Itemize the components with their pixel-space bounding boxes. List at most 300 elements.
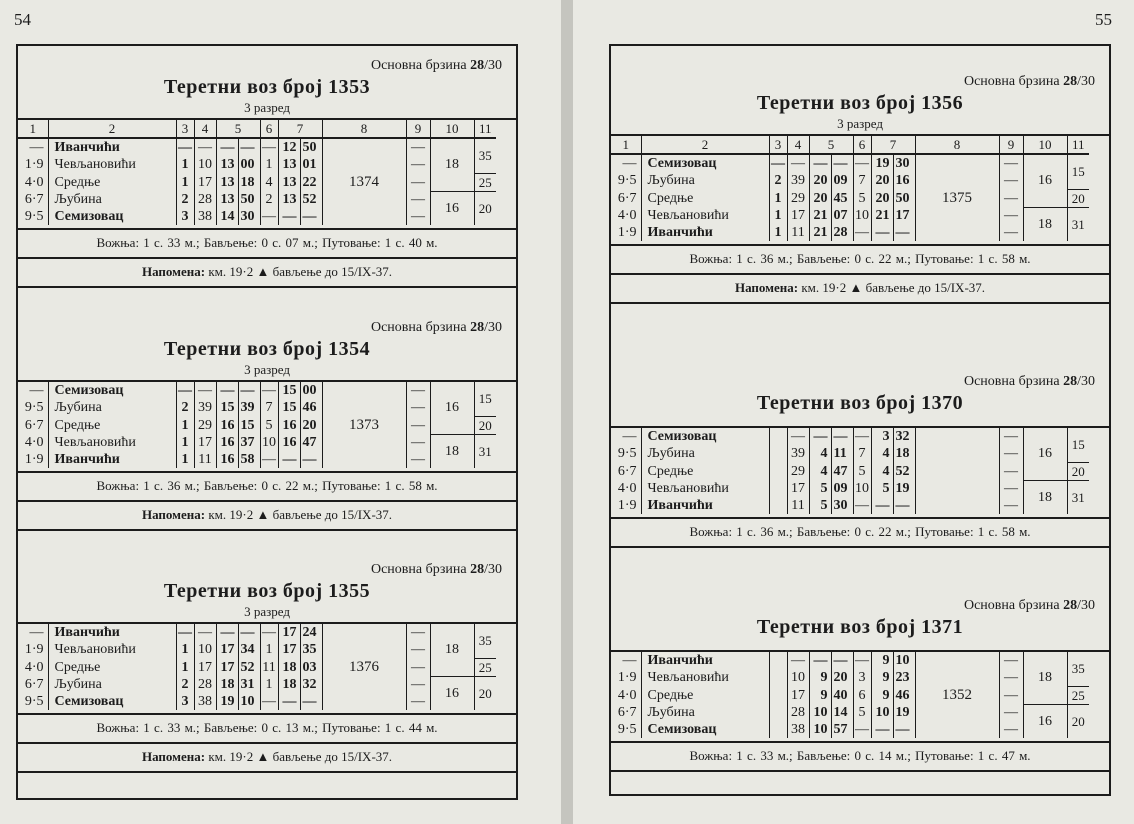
cell-km: 1·9 (617, 225, 637, 240)
cell-col11: 31 (474, 434, 496, 468)
cell-c5b: 18 (238, 173, 260, 191)
cell-c5b: 45 (831, 189, 853, 207)
cell-km: 6·7 (24, 677, 44, 692)
train-title: Теретни воз број 1356 (756, 92, 964, 114)
train-title: Теретни воз број 1354 (163, 338, 371, 360)
cell-c7a: 20 (871, 172, 893, 189)
cell-km: — (622, 653, 637, 668)
cell-col11: 20 (474, 416, 496, 434)
cell-station: Љубина (48, 399, 176, 416)
cell-station: Љубина (641, 172, 769, 189)
cell-c5a: 5 (809, 480, 831, 497)
cell-c7a: 13 (278, 156, 300, 173)
cell-c6: — (855, 722, 869, 737)
cell-c5b: 00 (238, 156, 260, 173)
cell-c7a: 17 (278, 624, 300, 641)
cell-c5a: 21 (809, 224, 831, 241)
cell-c9: — (406, 382, 430, 399)
cell-c3 (769, 445, 787, 462)
cell-c5a: 13 (216, 156, 238, 173)
cell-c7a: 19 (871, 154, 893, 172)
cell-col11: 15 (1067, 428, 1089, 462)
cell-c4: 10 (194, 641, 216, 658)
cell-c7a: 9 (871, 669, 893, 686)
cell-col11: 15 (1067, 154, 1089, 189)
cell-c7b: 46 (893, 686, 915, 704)
cell-c5a: 4 (809, 445, 831, 462)
cell-c5b: 57 (831, 721, 853, 738)
column-header: 3 (769, 136, 787, 154)
table-row (18, 173, 496, 191)
rule (611, 546, 1109, 548)
table-row (611, 721, 1089, 738)
cell-c7b: 35 (300, 641, 322, 658)
table-row (611, 669, 1089, 686)
timetable (18, 624, 496, 710)
cell-station: Иванчићи (48, 138, 176, 156)
cell-c7a: 12 (278, 138, 300, 156)
train-note (18, 507, 516, 523)
base-speed (371, 58, 502, 74)
cell-col10: 18 (430, 624, 474, 676)
cell-c3: 1 (176, 451, 194, 468)
rule (18, 771, 516, 773)
table-row (611, 497, 1089, 514)
cell-c7b: 03 (300, 658, 322, 676)
cell-c5b: 40 (831, 686, 853, 704)
travel-summary: Вожња: 1 с. 36 м.; Бављење: 0 с. 22 м.; Путовање: 1 с. 58 м. (689, 524, 1031, 539)
cell-c5a: 9 (809, 686, 831, 704)
cell-c4: — (787, 428, 809, 445)
cell-c5a: 16 (216, 451, 238, 468)
timetable (611, 652, 1089, 738)
table-row (611, 172, 1089, 189)
cell-km: 4·0 (617, 481, 637, 496)
cell-col11: 20 (1067, 189, 1089, 207)
cell-c9: — (406, 173, 430, 191)
cell-c9: — (999, 189, 1023, 207)
cell-c5a: 10 (809, 704, 831, 721)
table-row (18, 658, 496, 676)
cell-col8: 1352 (915, 652, 999, 738)
cell-c5a: 16 (216, 434, 238, 451)
cell-c6: 5 (853, 189, 871, 207)
table-row (18, 191, 496, 208)
cell-col11: 31 (1067, 207, 1089, 241)
cell-c4: 28 (194, 191, 216, 208)
train-note (611, 280, 1109, 296)
cell-station: Иванчићи (641, 497, 769, 514)
cell-c5a: — (216, 382, 238, 399)
cell-station: Иванчићи (48, 451, 176, 468)
rule (18, 228, 516, 230)
cell-c5a: 18 (216, 676, 238, 693)
speed-suffix: /30 (1077, 598, 1095, 613)
cell-station: Семизовац (641, 428, 769, 445)
cell-c4: 39 (194, 399, 216, 416)
column-header: 4 (194, 120, 216, 138)
cell-c4: — (194, 138, 216, 156)
cell-km: — (29, 383, 44, 398)
column-header: 5 (216, 120, 260, 138)
cell-station: Љубина (48, 191, 176, 208)
cell-c5b: 52 (238, 658, 260, 676)
table-row (611, 686, 1089, 704)
cell-c3: 1 (176, 434, 194, 451)
cell-c9: — (999, 172, 1023, 189)
cell-c5a: 16 (216, 416, 238, 434)
cell-col10: 16 (430, 191, 474, 225)
cell-c7a: — (278, 693, 300, 710)
speed-label: Основна брзина (963, 598, 1060, 613)
cell-c7a: 16 (278, 434, 300, 451)
cell-km: — (622, 156, 637, 171)
column-header: 9 (999, 136, 1023, 154)
cell-km: 4·0 (617, 208, 637, 223)
cell-c4: 38 (787, 721, 809, 738)
cell-c9: — (406, 156, 430, 173)
column-header: 8 (322, 120, 406, 138)
speed-label: Основна брзина (370, 320, 467, 335)
table-row (18, 156, 496, 173)
cell-station: Семизовац (641, 721, 769, 738)
cell-c3 (769, 704, 787, 721)
speed-value: 28 (1063, 598, 1078, 613)
cell-c7a: 20 (871, 189, 893, 207)
table-row (18, 693, 496, 710)
cell-c7b: 46 (300, 399, 322, 416)
cell-c4: 11 (787, 497, 809, 514)
cell-c6: — (855, 225, 869, 240)
cell-c6: — (855, 429, 869, 444)
cell-c4: 17 (194, 173, 216, 191)
cell-c4: 10 (787, 669, 809, 686)
cell-c6: 11 (260, 658, 278, 676)
cell-c7b: 24 (300, 624, 322, 641)
cell-c9: — (406, 641, 430, 658)
cell-c6: 1 (260, 676, 278, 693)
cell-km: 9·5 (24, 400, 44, 415)
cell-station: Иванчићи (48, 624, 176, 641)
cell-c5a: 15 (216, 399, 238, 416)
cell-c5a: 21 (809, 207, 831, 224)
cell-c7b: 00 (300, 382, 322, 399)
cell-c6: — (262, 625, 276, 640)
page-number-right: 55 (1095, 10, 1112, 29)
cell-c4: 39 (787, 172, 809, 189)
cell-c7a: 10 (871, 704, 893, 721)
cell-c7a: 13 (278, 191, 300, 208)
cell-km: — (29, 625, 44, 640)
cell-c7b: 23 (893, 669, 915, 686)
cell-c7a: 15 (278, 399, 300, 416)
cell-station: Семизовац (48, 208, 176, 225)
cell-col8: 1376 (322, 624, 406, 710)
cell-station: Чевљановићи (641, 669, 769, 686)
cell-c4: 11 (194, 451, 216, 468)
cell-c5a: 9 (809, 669, 831, 686)
cell-c3: — (178, 140, 192, 155)
cell-c7b: — (300, 451, 322, 468)
cell-c9: — (999, 207, 1023, 224)
travel-summary: Вожња: 1 с. 36 м.; Бављење: 0 с. 22 м.; Путовање: 1 с. 58 м. (96, 478, 438, 493)
table-row (18, 416, 496, 434)
column-header: 7 (871, 136, 915, 154)
left-page (0, 0, 561, 824)
cell-c3: 3 (176, 208, 194, 225)
cell-c7b: 10 (893, 652, 915, 669)
cell-c7b: 50 (893, 189, 915, 207)
travel-summary: Вожња: 1 с. 36 м.; Бављење: 0 с. 22 м.; Путовање: 1 с. 58 м. (689, 251, 1031, 266)
cell-c5a: — (216, 138, 238, 156)
speed-value: 28 (470, 58, 485, 73)
speed-value: 28 (1063, 374, 1078, 389)
cell-c5b: 09 (831, 172, 853, 189)
cell-c3 (769, 480, 787, 497)
cell-c4: 17 (194, 434, 216, 451)
cell-c5b: 09 (831, 480, 853, 497)
cell-col11: 25 (474, 658, 496, 676)
table-row (18, 676, 496, 693)
cell-c3 (769, 721, 787, 738)
cell-col8 (915, 428, 999, 514)
table-row (611, 154, 1089, 172)
cell-km: 9·5 (617, 446, 637, 461)
base-speed (964, 598, 1095, 614)
cell-station: Семизовац (48, 382, 176, 399)
cell-km: 6·7 (617, 190, 637, 206)
cell-station: Семизовац (641, 154, 769, 172)
cell-c4: 28 (194, 676, 216, 693)
cell-col10: 18 (1023, 480, 1067, 514)
cell-c5b: 15 (238, 416, 260, 434)
cell-c6: 5 (853, 704, 871, 721)
cell-col8: 1374 (322, 138, 406, 225)
cell-c4: 29 (787, 189, 809, 207)
cell-km: 6·7 (617, 705, 637, 720)
train-title: Теретни воз број 1353 (163, 76, 371, 98)
rule (18, 286, 516, 288)
speed-suffix: /30 (1077, 374, 1095, 389)
cell-c4: 17 (787, 686, 809, 704)
note-label: Напомена: (141, 264, 206, 279)
table-row (611, 445, 1089, 462)
cell-col11: 35 (1067, 652, 1089, 686)
cell-c7a: — (871, 721, 893, 738)
book-gutter (561, 0, 573, 824)
cell-c7b: 32 (893, 428, 915, 445)
cell-col10: 16 (430, 382, 474, 434)
speed-suffix: /30 (484, 562, 502, 577)
cell-km: 1·9 (24, 157, 44, 172)
cell-c5a: — (809, 428, 831, 445)
header-row (18, 120, 496, 138)
cell-c5b: 31 (238, 676, 260, 693)
train-note (18, 264, 516, 280)
cell-c3: 1 (176, 641, 194, 658)
cell-col11: 20 (1067, 462, 1089, 480)
cell-col11: 25 (1067, 686, 1089, 704)
cell-c7b: — (300, 208, 322, 225)
rule (18, 713, 516, 715)
cell-station: Средње (48, 416, 176, 434)
cell-c9: — (999, 497, 1023, 514)
column-header: 2 (48, 120, 176, 138)
train-class: 3 разред (837, 116, 883, 131)
table-row (18, 434, 496, 451)
timetable-frame-left (16, 44, 518, 800)
rule (18, 500, 516, 502)
cell-c5a: 20 (809, 172, 831, 189)
cell-km: 1·9 (617, 498, 637, 513)
cell-c6: 7 (260, 399, 278, 416)
cell-c6: — (855, 498, 869, 513)
table-row (611, 652, 1089, 669)
cell-c9: — (406, 451, 430, 468)
cell-c4: 28 (787, 704, 809, 721)
cell-c3 (769, 428, 787, 445)
cell-col11: 35 (474, 624, 496, 658)
cell-c6: 7 (853, 172, 871, 189)
column-header: 4 (787, 136, 809, 154)
table-row (611, 480, 1089, 497)
rule (611, 302, 1109, 304)
cell-km: 9·5 (617, 722, 637, 737)
cell-km: 1·9 (24, 642, 44, 657)
cell-c5b: — (238, 624, 260, 641)
cell-c5b: 11 (831, 445, 853, 462)
cell-c4: 17 (194, 658, 216, 676)
cell-c4: 38 (194, 693, 216, 710)
column-header: 1 (18, 120, 48, 138)
cell-c5b: — (831, 428, 853, 445)
rule (611, 741, 1109, 743)
cell-c7a: 13 (278, 173, 300, 191)
cell-c7b: — (893, 224, 915, 241)
travel-summary: Вожња: 1 с. 33 м.; Бављење: 0 с. 14 м.; Путовање: 1 с. 47 м. (689, 748, 1031, 763)
cell-c7a: — (278, 208, 300, 225)
cell-station: Иванчићи (641, 652, 769, 669)
cell-c3: 2 (176, 399, 194, 416)
cell-c9: — (406, 676, 430, 693)
cell-c7a: 3 (871, 428, 893, 445)
timetable (18, 382, 496, 468)
column-header: 5 (809, 136, 853, 154)
cell-station: Средње (641, 189, 769, 207)
note-text: км. 19·2 ▲ бављење до 15/IX-37. (208, 264, 393, 279)
cell-c6: — (262, 140, 276, 155)
cell-c5a: 14 (216, 208, 238, 225)
train-class: 3 разред (244, 100, 290, 115)
timetable (611, 428, 1089, 514)
cell-km: 4·0 (617, 687, 637, 703)
cell-c9: — (999, 669, 1023, 686)
speed-suffix: /30 (484, 58, 502, 73)
speed-value: 28 (1063, 74, 1078, 89)
cell-c4: 10 (194, 156, 216, 173)
cell-col8: 1375 (915, 154, 999, 241)
cell-c9: — (999, 721, 1023, 738)
cell-station: Чевљановићи (48, 641, 176, 658)
cell-col10: 16 (1023, 428, 1067, 480)
table-row (611, 189, 1089, 207)
cell-c3 (769, 652, 787, 669)
cell-c6: 5 (260, 416, 278, 434)
table-row (611, 704, 1089, 721)
cell-c7b: 47 (300, 434, 322, 451)
cell-c9: — (406, 208, 430, 225)
cell-col11: 35 (474, 138, 496, 173)
column-header: 2 (641, 136, 769, 154)
cell-km: 6·7 (24, 192, 44, 207)
cell-km: 4·0 (24, 174, 44, 190)
cell-c6: — (262, 209, 276, 224)
cell-station: Чевљановићи (641, 480, 769, 497)
speed-value: 28 (470, 562, 485, 577)
base-speed (964, 74, 1095, 90)
cell-c5a: 17 (216, 658, 238, 676)
rule (18, 257, 516, 259)
cell-c4: 39 (787, 445, 809, 462)
cell-col11: 20 (474, 676, 496, 710)
cell-c5a: 13 (216, 173, 238, 191)
cell-c6: — (855, 156, 869, 171)
cell-km: 9·5 (24, 694, 44, 709)
train-note (18, 749, 516, 765)
cell-c5b: 07 (831, 207, 853, 224)
cell-c6: 1 (260, 641, 278, 658)
cell-c5a: 20 (809, 189, 831, 207)
cell-c3: 1 (176, 416, 194, 434)
cell-c5a: — (809, 154, 831, 172)
cell-c9: — (406, 693, 430, 710)
cell-col10: 18 (1023, 652, 1067, 704)
cell-col10: 16 (1023, 704, 1067, 738)
cell-c9: — (406, 624, 430, 641)
cell-c5b: 20 (831, 669, 853, 686)
rule (18, 529, 516, 531)
cell-c4: — (787, 652, 809, 669)
cell-c9: — (999, 154, 1023, 172)
cell-c5a: 17 (216, 641, 238, 658)
cell-c5b: 14 (831, 704, 853, 721)
cell-c6: — (262, 694, 276, 709)
cell-c9: — (406, 658, 430, 676)
travel-summary: Вожња: 1 с. 33 м.; Бављење: 0 с. 07 м.; Путовање: 1 с. 40 м. (96, 235, 438, 250)
cell-c5b: 47 (831, 462, 853, 480)
travel-summary: Вожња: 1 с. 33 м.; Бављење: 0 с. 13 м.; Путовање: 1 с. 44 м. (96, 720, 438, 735)
cell-station: Љубина (641, 445, 769, 462)
cell-c7a: 18 (278, 658, 300, 676)
cell-c5b: 28 (831, 224, 853, 241)
cell-c7a: 5 (871, 480, 893, 497)
cell-c7a: 15 (278, 382, 300, 399)
cell-c6: 4 (260, 173, 278, 191)
column-header: 11 (474, 120, 496, 138)
cell-c9: — (999, 428, 1023, 445)
cell-c5b: 34 (238, 641, 260, 658)
table-row (18, 208, 496, 225)
cell-c9: — (406, 138, 430, 156)
rule (18, 742, 516, 744)
cell-station: Средње (641, 462, 769, 480)
cell-c7b: 19 (893, 704, 915, 721)
cell-c5a: 13 (216, 191, 238, 208)
cell-c9: — (406, 416, 430, 434)
cell-station: Средње (48, 658, 176, 676)
cell-c6: 3 (853, 669, 871, 686)
cell-c7b: 16 (893, 172, 915, 189)
